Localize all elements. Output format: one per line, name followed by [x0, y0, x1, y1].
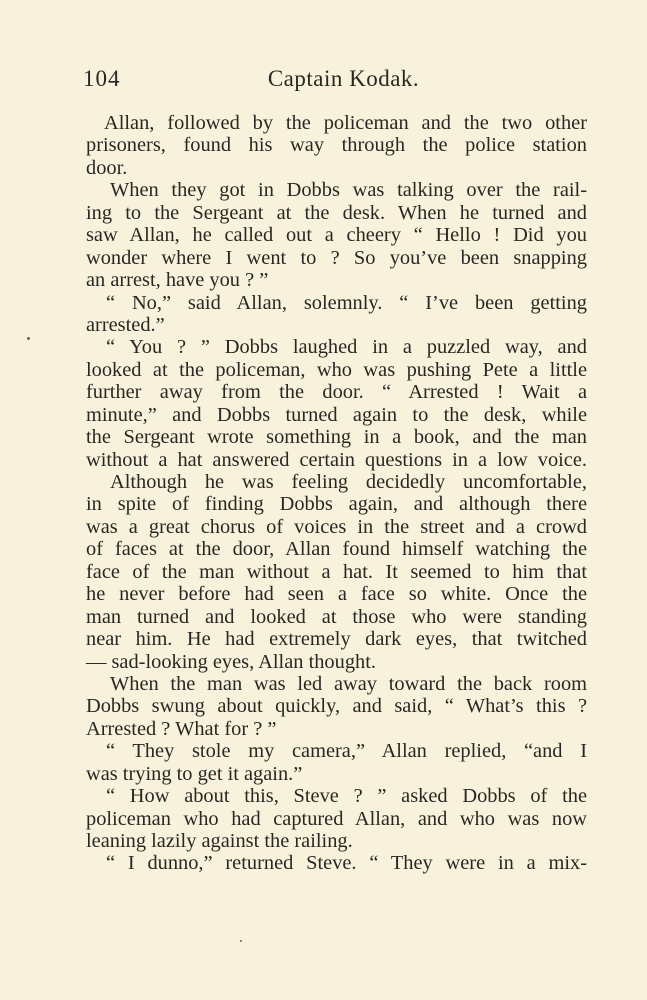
text-line: the Sergeant wrote something in a book, and the man [86, 426, 587, 449]
text-line: “ No,” said Allan, solemnly. “ I’ve been getting [106, 291, 587, 314]
text-line: When the man was led away toward the back room [110, 672, 587, 695]
page-number: 104 [83, 66, 121, 91]
text-line: — sad-looking eyes, Allan thought. [86, 650, 376, 673]
body-text [86, 112, 587, 875]
text-line: face of the man without a hat. It seemed to him that [86, 560, 587, 583]
text-line: was trying to get it again.” [86, 762, 303, 785]
paper-speck [240, 940, 242, 942]
text-line: ing to the Sergeant at the desk. When he turned and [86, 201, 587, 224]
text-line: without a hat answered certain questions in a low voice. [86, 448, 587, 471]
text-line: Allan, followed by the policeman and the two other [104, 112, 587, 134]
text-line: When they got in Dobbs was talking over the rail- [110, 179, 587, 202]
text-line: was a great chorus of voices in the street and a crowd [86, 515, 587, 538]
text-line: “ You ? ” Dobbs laughed in a puzzled way, and [106, 336, 587, 359]
text-line: saw Allan, he called out a cheery “ Hello ! Did you [86, 224, 587, 247]
text-line: “ I dunno,” returned Steve. “ They were in a mix- [106, 852, 587, 875]
text-line: minute,” and Dobbs turned again to the desk, while [86, 403, 587, 426]
text-line: looked at the policeman, who was pushing Pete a little [86, 358, 587, 381]
running-title: Captain Kodak. [267, 66, 420, 91]
text-line: man turned and looked at those who were standing [86, 605, 587, 628]
text-line: leaning lazily against the railing. [86, 830, 353, 852]
text-line: further away from the door. “ Arrested ! Wait a [86, 381, 587, 404]
text-line: prisoners, found his way through the police station [86, 134, 587, 157]
text-line: near him. He had extremely dark eyes, that twitched [86, 628, 587, 651]
text-line: an arrest, have you ? ” [86, 269, 269, 292]
text-line: “ They stole my camera,” Allan replied, “and I [106, 740, 587, 763]
text-line: wonder where I went to ? So you’ve been snapping [86, 246, 587, 269]
text-line: arrested.” [86, 313, 165, 336]
text-line: of faces at the door, Allan found himself watching the [86, 538, 587, 561]
text-line: “ How about this, Steve ? ” asked Dobbs of the [106, 785, 587, 808]
text-line: Although he was feeling decidedly uncomfortable, [110, 471, 587, 493]
text-line: policeman who had captured Allan, and who was now [86, 807, 587, 830]
text-line: door. [86, 156, 128, 179]
text-line: Arrested ? What for ? ” [86, 717, 277, 740]
text-line: he never before had seen a face so white. Once the [86, 583, 587, 606]
text-line: Dobbs swung about quickly, and said, “ What’s this ? [86, 695, 587, 718]
text-line: in spite of finding Dobbs again, and although there [86, 493, 587, 516]
paper-speck [27, 337, 30, 340]
